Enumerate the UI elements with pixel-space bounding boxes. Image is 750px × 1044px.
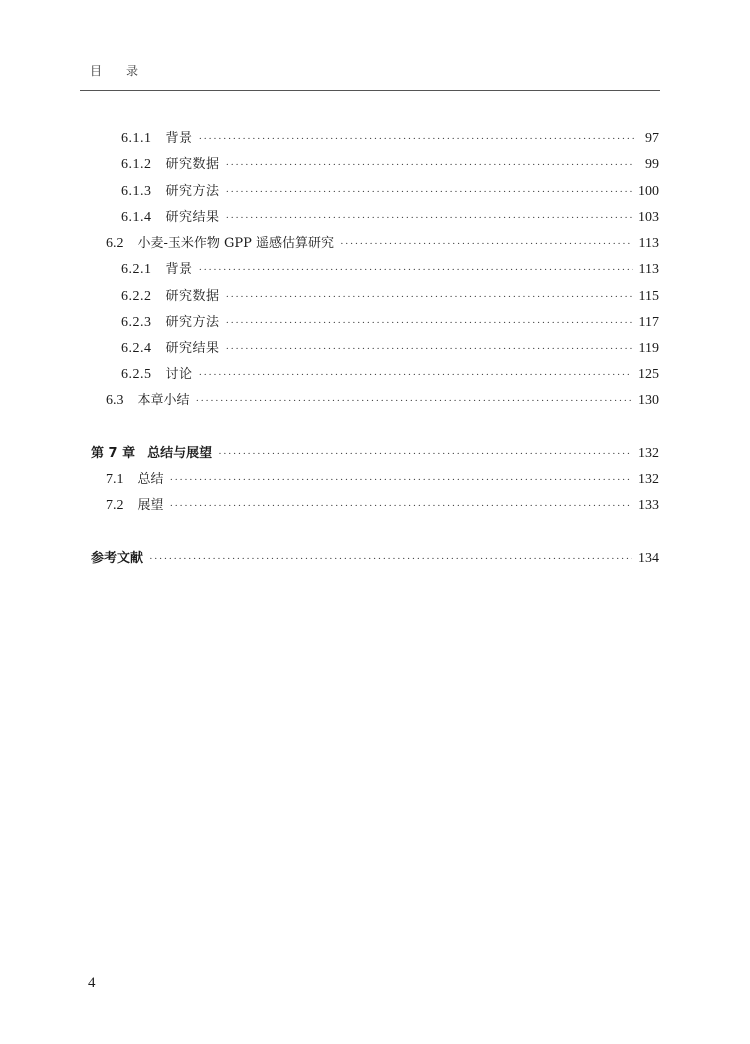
entry-number: 6.3 (106, 393, 124, 408)
toc-entry-6-1-2[interactable] (121, 153, 659, 173)
leader-dots (170, 474, 632, 486)
entry-title: 展望 (137, 498, 164, 513)
entry-number: 6.1.3 (121, 184, 152, 199)
leader-dots (199, 264, 633, 276)
entry-number: 第 7 章 (91, 446, 136, 461)
leader-dots (226, 159, 635, 171)
leader-dots (226, 212, 632, 224)
entry-page: 132 (638, 472, 659, 487)
header-text-mu: 目 (90, 64, 103, 78)
toc-entry-6-2-5[interactable] (121, 363, 659, 383)
leader-dots (196, 395, 632, 407)
toc-entry-7-1[interactable] (106, 468, 659, 488)
entry-title: 参考文献 (91, 551, 144, 566)
leader-dots (170, 500, 632, 512)
entry-title: 研究数据 (165, 157, 220, 172)
entry-number: 6.2 (106, 236, 124, 251)
entry-title: 研究数据 (165, 289, 220, 304)
entry-number: 6.1.2 (121, 157, 152, 172)
entry-number: 7.2 (106, 498, 124, 513)
leader-dots (218, 448, 632, 460)
leader-dots (226, 186, 632, 198)
entry-page: 113 (638, 262, 659, 277)
entry-title: 研究方法 (165, 184, 220, 199)
toc-entry-6-2-1[interactable] (121, 258, 659, 278)
entry-page: 97 (645, 131, 659, 146)
leader-dots (226, 291, 633, 303)
entry-page: 100 (638, 184, 659, 199)
header-text-lu: 录 (126, 64, 139, 78)
toc-entry-6-1-1[interactable] (121, 127, 659, 147)
entry-title: 研究方法 (165, 315, 220, 330)
entry-number: 6.1.4 (121, 210, 152, 225)
toc-entry-6-3[interactable] (106, 389, 659, 409)
toc-entry-6-2-3[interactable] (121, 311, 659, 331)
entry-page: 113 (638, 236, 659, 251)
entry-number: 6.2.2 (121, 289, 152, 304)
toc-entry-6-2-2[interactable] (121, 285, 659, 305)
entry-page: 117 (638, 315, 659, 330)
entry-number: 6.2.1 (121, 262, 152, 277)
entry-page: 130 (638, 393, 659, 408)
toc-entry-6-2[interactable] (106, 232, 659, 252)
leader-dots (226, 343, 633, 355)
entry-page: 134 (638, 551, 659, 566)
entry-title: 研究结果 (165, 210, 220, 225)
entry-number: 6.2.4 (121, 341, 152, 356)
entry-page: 133 (638, 498, 659, 513)
toc-entry-6-2-4[interactable] (121, 337, 659, 357)
entry-page: 125 (638, 367, 659, 382)
toc-entry-chapter-7[interactable] (91, 442, 659, 462)
leader-dots (226, 317, 633, 329)
entry-title: 本章小结 (137, 393, 190, 408)
leader-dots (199, 133, 635, 145)
entry-title: 讨论 (165, 367, 193, 382)
entry-page: 119 (638, 341, 659, 356)
entry-number: 7.1 (106, 472, 124, 487)
toc-entry-6-1-3[interactable] (121, 180, 659, 200)
entry-number: 6.2.3 (121, 315, 152, 330)
toc-entry-7-2[interactable] (106, 494, 659, 514)
leader-dots (199, 369, 632, 381)
toc-entry-references[interactable] (91, 547, 659, 567)
leader-dots (149, 553, 632, 565)
entry-page: 115 (638, 289, 659, 304)
entry-title: 背景 (165, 262, 193, 277)
header-rule (80, 90, 660, 91)
entry-title: 总结与展望 (147, 446, 213, 461)
leader-dots (340, 238, 632, 250)
entry-page: 132 (638, 446, 659, 461)
entry-page: 99 (645, 157, 659, 172)
page-number: 4 (88, 975, 96, 991)
entry-number: 6.1.1 (121, 131, 152, 146)
entry-number: 6.2.5 (121, 367, 152, 382)
entry-page: 103 (638, 210, 659, 225)
entry-title: 总结 (137, 472, 164, 487)
entry-title: 研究结果 (165, 341, 220, 356)
entry-title: 背景 (165, 131, 193, 146)
entry-title: 小麦-玉米作物 GPP 遥感估算研究 (137, 236, 335, 251)
toc-entry-6-1-4[interactable] (121, 206, 659, 226)
